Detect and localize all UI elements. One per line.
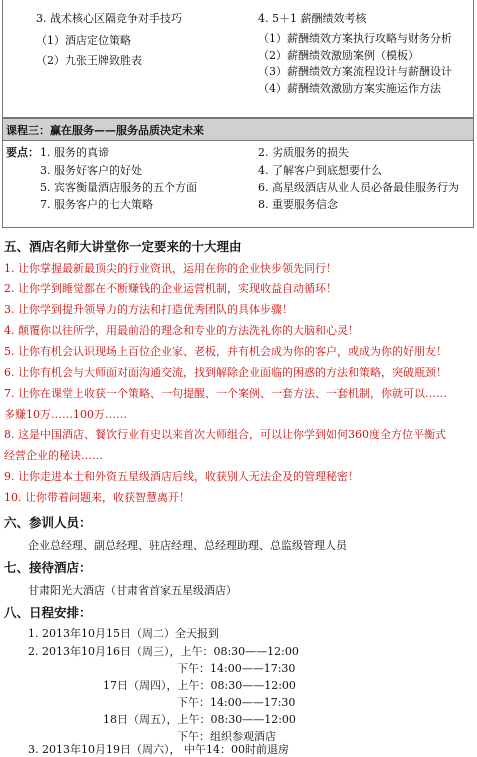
course3-point-8: 8. 重要服务信念 <box>258 198 338 211</box>
box1-left-item-3: （2）九张王牌致胜表 <box>36 54 142 67</box>
section6-heading: 六、参训人员： <box>4 515 92 530</box>
reason-7-cont: 多赚10万……100万…… <box>4 408 127 421</box>
schedule-line-2a: 2. 2013年10月16日（周三），上午：08:30——12:00 <box>28 645 299 658</box>
reason-5: 5. 让你有机会认识现场上百位企业家、老板，并有机会成为你的客户，或成为你的好朋友！ <box>4 345 447 358</box>
course3-point-7: 7. 服务客户的七大策略 <box>40 198 153 211</box>
course3-point-4: 4. 了解客户到底想要什么 <box>258 164 382 177</box>
hotel-text: 甘肃阳光大酒店（甘肃省首家五星级酒店） <box>28 584 237 597</box>
reason-7: 7. 让你在课堂上收获一个策略、一句提醒、一个案例、一套方法、一套机制，你就可以…… <box>4 387 447 400</box>
reason-2: 2. 让你学到睡觉都在不断赚钱的企业运营机制，实现收益自动循环！ <box>4 282 337 295</box>
schedule-line-3a: 17日（周四），上午：08:30——12:00 <box>103 679 296 692</box>
schedule-line-2b: 下午：14:00——17:30 <box>177 662 296 675</box>
reason-4: 4. 颠覆你以往所学，用最前沿的理念和专业的方法洗礼你的大脑和心灵！ <box>4 324 359 337</box>
box1-right-item-5: （4）薪酬绩效激励方案实施运作方法 <box>258 82 441 95</box>
section5-heading: 五、酒店名师大讲堂你一定要来的十大理由 <box>4 239 242 254</box>
points-label: 要点： <box>6 146 39 159</box>
box1-right-item-1: 4. 5＋1 薪酬绩效考核 <box>258 12 367 25</box>
reason-8-cont: 经营企业的秘诀…… <box>4 449 103 462</box>
box1-right-item-4: （3）薪酬绩效方案流程设计与薪酬设计 <box>258 65 452 78</box>
box1-left-item-2: （1）酒店定位策略 <box>36 34 131 47</box>
course3-point-3: 3. 服务好客户的好处 <box>40 164 142 177</box>
course3-title: 课程三：赢在服务——服务品质决定未来 <box>6 124 204 137</box>
box1-left-item-1: 3. 战术核心区隔竞争对手技巧 <box>36 12 182 25</box>
reason-8: 8. 这是中国酒店、餐饮行业有史以来首次大师组合，可以让你学到如何360度全方位平衡式 <box>4 428 446 441</box>
reason-1: 1. 让你掌握最新最顶尖的行业资讯，运用在你的企业快步领先同行！ <box>4 262 337 275</box>
reason-9: 9. 让你走进本土和外资五星级酒店后线，收获别人无法企及的管理秘密！ <box>4 470 359 483</box>
schedule-line-5: 3. 2013年10月19日（周六）， 中午14：00时前退房 <box>28 743 289 756</box>
reason-6: 6. 让你有机会与大师面对面沟通交流，找到解除企业面临的困惑的方法和策略，突破瓶颈！ <box>4 366 447 379</box>
schedule-line-3b: 下午：14:00——17:30 <box>177 696 296 709</box>
schedule-line-4a: 18日（周五），上午：08:30——12:00 <box>103 713 296 726</box>
course3-point-6: 6. 高星级酒店从业人员必备最佳服务行为 <box>258 181 459 194</box>
schedule-line-4b: 下午：组织参观酒店 <box>177 730 276 743</box>
participants-text: 企业总经理、副总经理、驻店经理、总经理助理、总监级管理人员 <box>28 539 347 552</box>
reason-10: 10. 让你带着问题来，收获智慧离开！ <box>4 491 190 504</box>
course3-point-5: 5. 宾客衡量酒店服务的五个方面 <box>40 181 197 194</box>
box1-right-item-3: （2）薪酬绩效激励案例（模板） <box>258 49 419 62</box>
section8-heading: 八、日程安排： <box>4 605 92 620</box>
section7-heading: 七、接待酒店： <box>4 560 92 575</box>
course3-point-2: 2. 劣质服务的损失 <box>258 146 349 159</box>
reason-3: 3. 让你学到提升领导力的方法和打造优秀团队的具体步骤！ <box>4 303 293 316</box>
box1-right-item-2: （1）薪酬绩效方案执行攻略与财务分析 <box>258 32 452 45</box>
schedule-line-1: 1. 2013年10月15日（周二）全天报到 <box>28 627 219 640</box>
course3-point-1: 1. 服务的真谛 <box>40 146 109 159</box>
